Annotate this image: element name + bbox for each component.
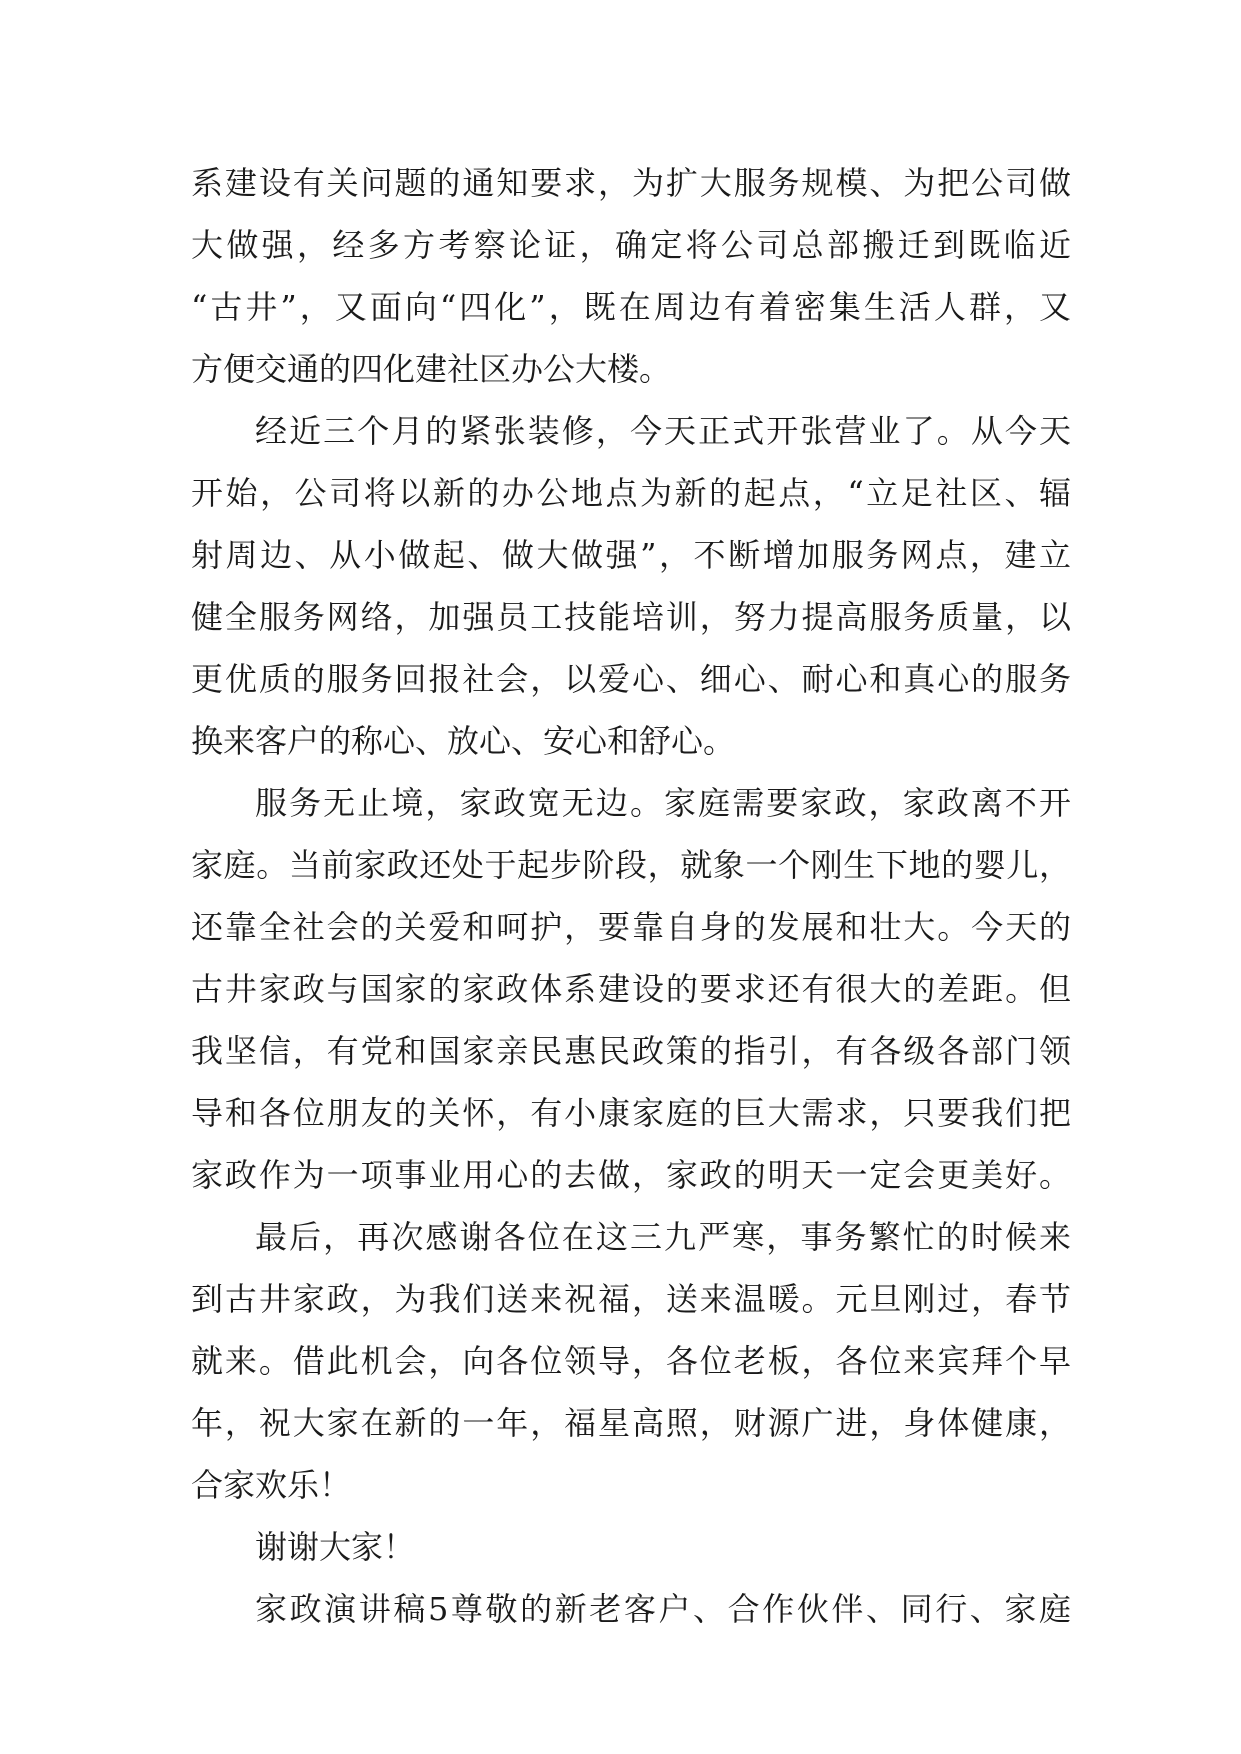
text-line: 到古井家政，为我们送来祝福，送来温暖。元旦刚过，春节 [191, 1280, 1071, 1318]
paragraph-first-line: 家政演讲稿5尊敬的新老客户、合作伙伴、同行、家庭 [255, 1590, 1071, 1628]
paragraph-first-line: 服务无止境，家政宽无边。家庭需要家政，家政离不开 [255, 784, 1071, 822]
text-line: 古井家政与国家的家政体系建设的要求还有很大的差距。但 [191, 970, 1071, 1008]
text-line: 年，祝大家在新的一年，福星高照，财源广进，身体健康， [191, 1404, 1071, 1442]
text-line: 方便交通的四化建社区办公大楼。 [191, 350, 672, 388]
text-line: 家政作为一项事业用心的去做，家政的明天一定会更美好。 [191, 1156, 1071, 1194]
text-line: 换来客户的称心、放心、安心和舒心。 [191, 722, 736, 760]
text-line: 合家欢乐！ [191, 1466, 352, 1504]
text-line: 开始，公司将以新的办公地点为新的起点，“立足社区、辐 [191, 474, 1071, 512]
text-line: 还靠全社会的关爱和呵护，要靠自身的发展和壮大。今天的 [191, 908, 1071, 946]
text-line: 我坚信，有党和国家亲民惠民政策的指引，有各级各部门领 [191, 1032, 1071, 1070]
paragraph-first-line: 谢谢大家！ [255, 1528, 416, 1566]
paragraph-first-line: 经近三个月的紧张装修，今天正式开张营业了。从今天 [255, 412, 1071, 450]
text-line: 更优质的服务回报社会，以爱心、细心、耐心和真心的服务 [191, 660, 1071, 698]
text-line: 家庭。当前家政还处于起步阶段，就象一个刚生下地的婴儿， [191, 846, 1071, 884]
text-line: 系建设有关问题的通知要求，为扩大服务规模、为把公司做 [191, 164, 1071, 202]
document-body [191, 152, 1071, 1640]
text-line: 射周边、从小做起、做大做强”，不断增加服务网点，建立 [191, 536, 1071, 574]
paragraph-first-line: 最后，再次感谢各位在这三九严寒，事务繁忙的时候来 [255, 1218, 1071, 1256]
text-line: 健全服务网络，加强员工技能培训，努力提高服务质量，以 [191, 598, 1071, 636]
text-line: 大做强，经多方考察论证，确定将公司总部搬迁到既临近 [191, 226, 1071, 264]
text-line: 就来。借此机会，向各位领导，各位老板，各位来宾拜个早 [191, 1342, 1071, 1380]
text-line: 导和各位朋友的关怀，有小康家庭的巨大需求，只要我们把 [191, 1094, 1071, 1132]
text-line: “古井”，又面向“四化”，既在周边有着密集生活人群，又 [191, 288, 1071, 326]
